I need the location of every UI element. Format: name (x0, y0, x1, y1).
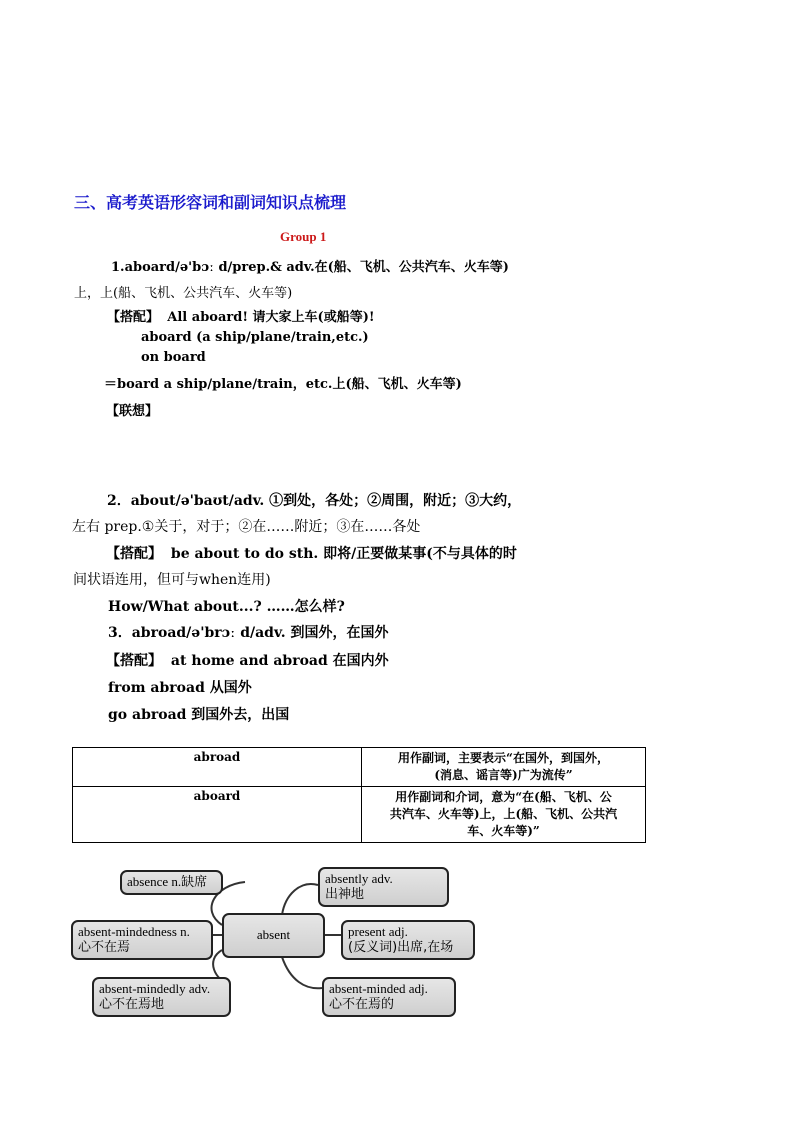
desc-line: 共汽车、火车等)上，上(船、飞机、公共汽 (389, 807, 618, 821)
node-text-cn: 出神地 (325, 887, 365, 902)
node-text-en: absent-mindedness n. (78, 924, 190, 939)
group-title: Group 1 (280, 229, 327, 244)
node-text-en: absent-minded adj. (329, 981, 428, 996)
table-word: abroad (73, 748, 362, 787)
node-absence (120, 870, 223, 895)
collocation-text: at home and abroad 在国内外 (170, 653, 389, 669)
node-absent-mindedly (92, 977, 231, 1017)
desc-line: 用作副词和介词，意为“在(船、飞机、公 (395, 790, 612, 804)
node-text-en: absent-mindedly adv. (99, 981, 211, 996)
node-text-cn: (反义词)出席,在场 (348, 940, 454, 955)
node-text-cn: 心不在焉 (78, 940, 131, 955)
about-collocation (106, 543, 517, 563)
node-text: absence n.缺席 (127, 874, 208, 889)
collocation-label: 【搭配】 (106, 653, 162, 669)
table-row (73, 787, 646, 843)
entry-aboard-line2: 上，上(船、飞机、公共汽车、火车等) (74, 286, 293, 301)
table-row (73, 748, 646, 787)
node-absently (318, 867, 449, 907)
connector-line (282, 957, 322, 988)
entry-about-line2: 左右 prep.①关于，对于；②在……附近；③在……各处 (72, 519, 421, 535)
collocation-text: All aboard! 请大家上车(或船等)! (167, 310, 375, 325)
entry-abroad-line1: 3．abroad/ə'brɔː d/adv. 到国外，在国外 (108, 625, 389, 641)
desc-line: (消息、谣言等)广为流传” (434, 768, 573, 782)
abroad-phrase-2: go abroad 到国外去，出国 (108, 707, 290, 723)
node-text: absent (256, 927, 291, 942)
node-present (341, 920, 475, 960)
node-absent-minded (322, 977, 456, 1017)
entry-aboard-line1: 1.aboard/ə'bɔː d/prep.& adv.在(船、飞机、公共汽车、火车等) (111, 260, 509, 275)
node-absent-mindedness (71, 920, 213, 960)
table-desc (362, 787, 646, 843)
table-word: aboard (73, 787, 362, 843)
collocation-text: be about to do sth. 即将/正要做某事(不与具体的时 (170, 546, 517, 562)
abroad-phrase-1: from abroad 从国外 (108, 680, 252, 696)
abroad-collocation (106, 650, 389, 670)
about-collocation-cont: 间状语连用，但可与when连用) (73, 572, 271, 588)
desc-line: 用作副词，主要表示“在国外，到国外， (398, 751, 609, 765)
aboard-collocation (107, 306, 375, 325)
collocation-label: 【搭配】 (106, 546, 162, 562)
node-text-en: present adj. (348, 924, 408, 939)
node-text-cn: 心不在焉的 (329, 997, 395, 1012)
aboard-phrase-2: on board (141, 350, 206, 365)
node-text-cn: 心不在焉地 (99, 997, 165, 1012)
table-desc (362, 748, 646, 787)
node-text-en: absently adv. (325, 871, 393, 886)
collocation-label: 【搭配】 (107, 310, 160, 325)
node-absent-center (222, 913, 325, 958)
entry-about-line1: 2．about/ə'baʊt/adv. ①到处，各处；②周围，附近；③大约， (107, 493, 522, 509)
about-phrase: How/What about...? ……怎么样? (108, 599, 345, 615)
aboard-equivalent: ＝board a ship/plane/train，etc.上(船、飞机、火车等) (104, 377, 462, 392)
section-title: 三、高考英语形容词和副词知识点梳理 (74, 193, 347, 212)
association-label: 【联想】 (106, 404, 159, 419)
desc-line: 车、火车等)” (467, 824, 540, 838)
comparison-table (72, 747, 646, 843)
connector-line (282, 884, 318, 915)
aboard-phrase-1: aboard (a ship/plane/train,etc.) (141, 330, 369, 345)
